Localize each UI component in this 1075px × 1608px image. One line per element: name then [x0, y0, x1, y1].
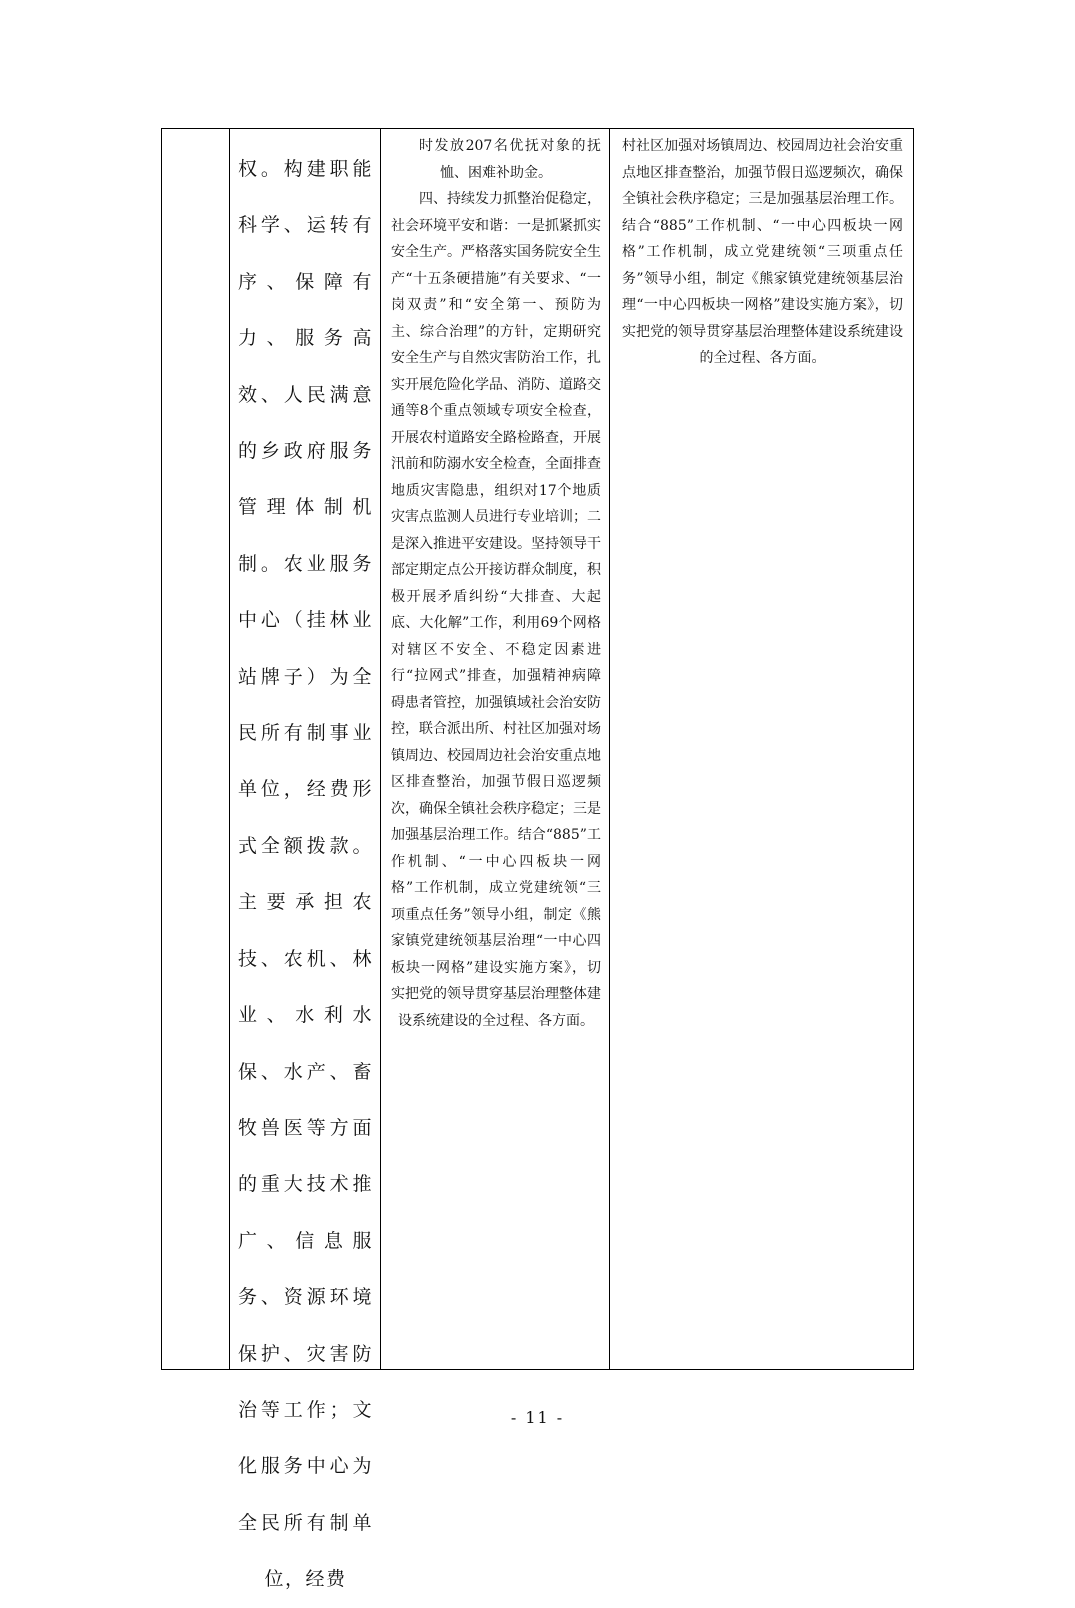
column-3-text [381, 129, 609, 1034]
table-column-3 [381, 129, 610, 1369]
column-2-text [230, 129, 380, 1608]
table-column-1 [162, 129, 230, 1369]
column-3-paragraph-2: 四、持续发力抓整治促稳定，社会环境平安和谐：一是抓紧抓实安全生产。严格落实国务院安全生产“十五条硬措施”有关要求、“一岗双责”和“安全第一、预防为主、综合治理”的方针，定期研究安全生产与自然灾害防治工作，扎实开展危险化学品、消防、道路交通等8个重点领域专项安全检查，开展农村道路安全路检路查，开展汛前和防溺水安全检查，全面排查地质灾害隐患，组织对17个地质灾害点监测人员进行专业培训；二是深入推进平安建设。坚持领导干部定期定点公开接访群众制度，积极开展矛盾纠纷“大排查、大起底、大化解”工作，利用69个网格对辖区不安全、不稳定因素进行“拉网式”排查，加强精神病障碍患者管控，加强镇域社会治安防控，联合派出所、村社区加强对场镇周边、校园周边社会治安重点地区排查整治，加强节假日巡逻频次，确保全镇社会秩序稳定；三是加强基层治理工作。结合“885”工作机制、“一中心四板块一网格”工作机制，成立党建统领“三项重点任务”领导小组，制定《熊家镇党建统领基层治理“一中心四板块一网格”建设实施方案》，切实把党的领导贯穿基层治理整体建设系统建设的全过程、各方面。 [391, 191, 601, 1029]
table-column-4 [610, 129, 913, 1369]
column-4-paragraph: 村社区加强对场镇周边、校园周边社会治安重点地区排查整治，加强节假日巡逻频次，确保全镇社会秩序稳定；三是加强基层治理工作。结合“885”工作机制、“一中心四板块一网格”工作机制，成立党建统领“三项重点任务”领导小组，制定《熊家镇党建统领基层治理“一中心四板块一网格”建设实施方案》，切实把党的领导贯穿基层治理整体建设系统建设的全过程、各方面。 [622, 138, 903, 366]
page-number: - 11 - [510, 1408, 565, 1427]
column-4-text [610, 129, 913, 372]
column-3-paragraph-1: 时发放207名优抚对象的抚恤、困难补助金。 [419, 138, 601, 181]
table-column-2 [230, 129, 381, 1591]
column-2-paragraph: 权。构建职能科学、运转有序、保障有力、服务高效、人民满意的乡政府服务管理体制机制。农业服务中心（挂林业站牌子）为全民所有制事业单位，经费形式全额拨款。主要承担农技、农机、林业、水利水保、水产、畜牧兽医等方面的重大技术推广、信息服务、资源环境保护、灾害防治等工作；文化服务中心为全民所有制单位，经费 [238, 158, 373, 1591]
